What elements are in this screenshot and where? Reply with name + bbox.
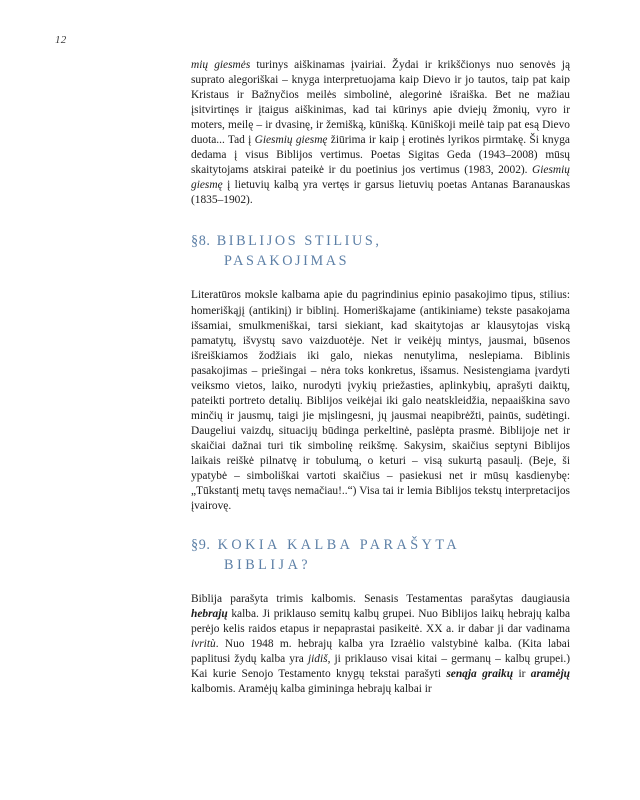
spacer bbox=[191, 208, 570, 232]
text-run: aramėjų bbox=[530, 668, 570, 681]
heading-section-9-line1: KOKIA KALBA PARAŠYTA bbox=[210, 537, 461, 554]
text-run: ivritù bbox=[191, 638, 216, 651]
text-run: jidiš bbox=[307, 653, 328, 666]
text-run: , ji priklauso visai kitai – germanų – kalbų grupei.) Kai kurie Senojo Testamento knygų tekstai parašyti bbox=[191, 653, 570, 681]
heading-section-8 bbox=[191, 232, 570, 271]
heading-section-9-number: §9. bbox=[191, 537, 211, 554]
text-run: senąja graikų bbox=[446, 668, 514, 681]
heading-section-9 bbox=[191, 536, 570, 575]
spacer bbox=[191, 514, 570, 536]
heading-section-8-line2: PASAKOJIMAS bbox=[224, 252, 350, 269]
text-run: Literatūros moksle kalbama apie du pagrindinius epinio pasakojimo tipus, stilius: homeriškąjį (antikinį) ir biblinį. Homeriškajame (antikiniame) tekste pasakojama išsamiai, smulkmeniškai, tarsi siekiant, kad skaitytojas ar klausytojas viską pamatytų, išvystų savo vaizduotėje. Net ir veikėjų mintys, jausmai, būsenos išreiškiamos žodžiais iki galo, niekas nenutylima, neslepiama. Biblinis pasakojimas – priešingai – nėra toks konkretus, išsamus. Nesistengiama įvardyti veiksmo vietos, laiko, nurodyti įvykių priežasties, aplinkybių, aprašyti daiktų, pateikti portreto detalių. Biblijos veikėjai iki galo neatskleidžia, nepaaiškina savo minčių ir jausmų, taigi jie mįslingesni, jų jausmai neapibrėžti, painūs, sudėtingi. Daugeliui vaizdų, situacijų būdinga perkeltinė, paslėpta prasmė. Biblijoje net ir skaičiai dažnai turi tik simbolinę reikšmę. Sakysim, skaičius septyni Biblijos laikais reiškė pilnatvę ir tobulumą, o keturi – visą sukurtą pasaulį. (Beje, ši ypatybė – simboliškai vartoti skaičius – pasiekusi net ir mūsų kasdienybę: „Tūkstantį metų tavęs nemačiau!..“) Visa tai ir lemia Biblijos tekstų interpretacijos įvairovę. bbox=[191, 289, 570, 513]
heading-section-8-number: §8. bbox=[191, 233, 211, 250]
text-run: kalbomis. Aramėjų kalba gimininga hebrajų kalbai ir bbox=[191, 683, 432, 696]
paragraph-section-8 bbox=[191, 288, 570, 514]
spacer bbox=[191, 271, 570, 288]
text-run: kalba. Ji priklauso semitų kalbų grupei. Nuo Biblijos laikų hebrajų kalba perėjo kelis raidos etapus ir nepaprastai pasikeitė. XX a. ir dabar ji dar vadinama bbox=[191, 608, 570, 636]
text-run: žiūrima ir kaip į erotinės lyrikos pirmtakę. Ši knyga dedama į visus Biblijos vertimus. Poetas Sigitas Geda (1943–2008) mūsų skaitytojams atskirai pateikė ir du poetinius jos vertimus (1983, 2002). bbox=[191, 134, 570, 177]
text-run: Giesmių giesmę bbox=[191, 164, 570, 192]
spacer bbox=[191, 575, 570, 592]
heading-section-9-line2: BIBLIJA? bbox=[224, 556, 312, 573]
text-column bbox=[191, 58, 570, 698]
paragraph-section-9 bbox=[191, 592, 570, 697]
text-run: į lietuvių kalbą yra vertęs ir garsus lietuvių poetas Antanas Baranauskas (1835–1902). bbox=[191, 179, 570, 207]
heading-section-8-line1: BIBLIJOS STILIUS, bbox=[210, 233, 382, 250]
text-run: mių giesmės bbox=[191, 59, 251, 71]
text-run: Giesmių giesmę bbox=[254, 134, 328, 147]
text-run: hebrajų bbox=[191, 608, 228, 621]
text-run: . Nuo 1948 m. hebrajų kalba yra Izraėlio valstybinė kalba. (Kita labai paplitusi žydų kalba yra bbox=[191, 638, 570, 666]
text-run: turinys aiškinamas įvairiai. Žydai ir krikščionys nuo senovės ją suprato alegoriškai – knyga interpretuojama kaip Dievo ir jo tautos, taip pat kaip Kristaus ir Bažnyčios meilės simbolinė, alegorinė išraiška. Bet ne mažiau įsitvirtinęs ir įtaigus aiškinimas, kad tai kūrinys apie dviejų žmonių, vyro ir moters, meilę – ir dvasinę, ir žemišką, kūnišką. Kūniškoji meilė taip pat esą Dievo duota... Tad į bbox=[191, 59, 571, 147]
text-run: ir bbox=[513, 668, 531, 681]
page-number: 12 bbox=[55, 34, 67, 46]
text-run: Biblija parašyta trimis kalbomis. Senasis Testamentas parašytas daugiausia bbox=[191, 593, 570, 606]
paragraph-intro bbox=[191, 58, 570, 208]
